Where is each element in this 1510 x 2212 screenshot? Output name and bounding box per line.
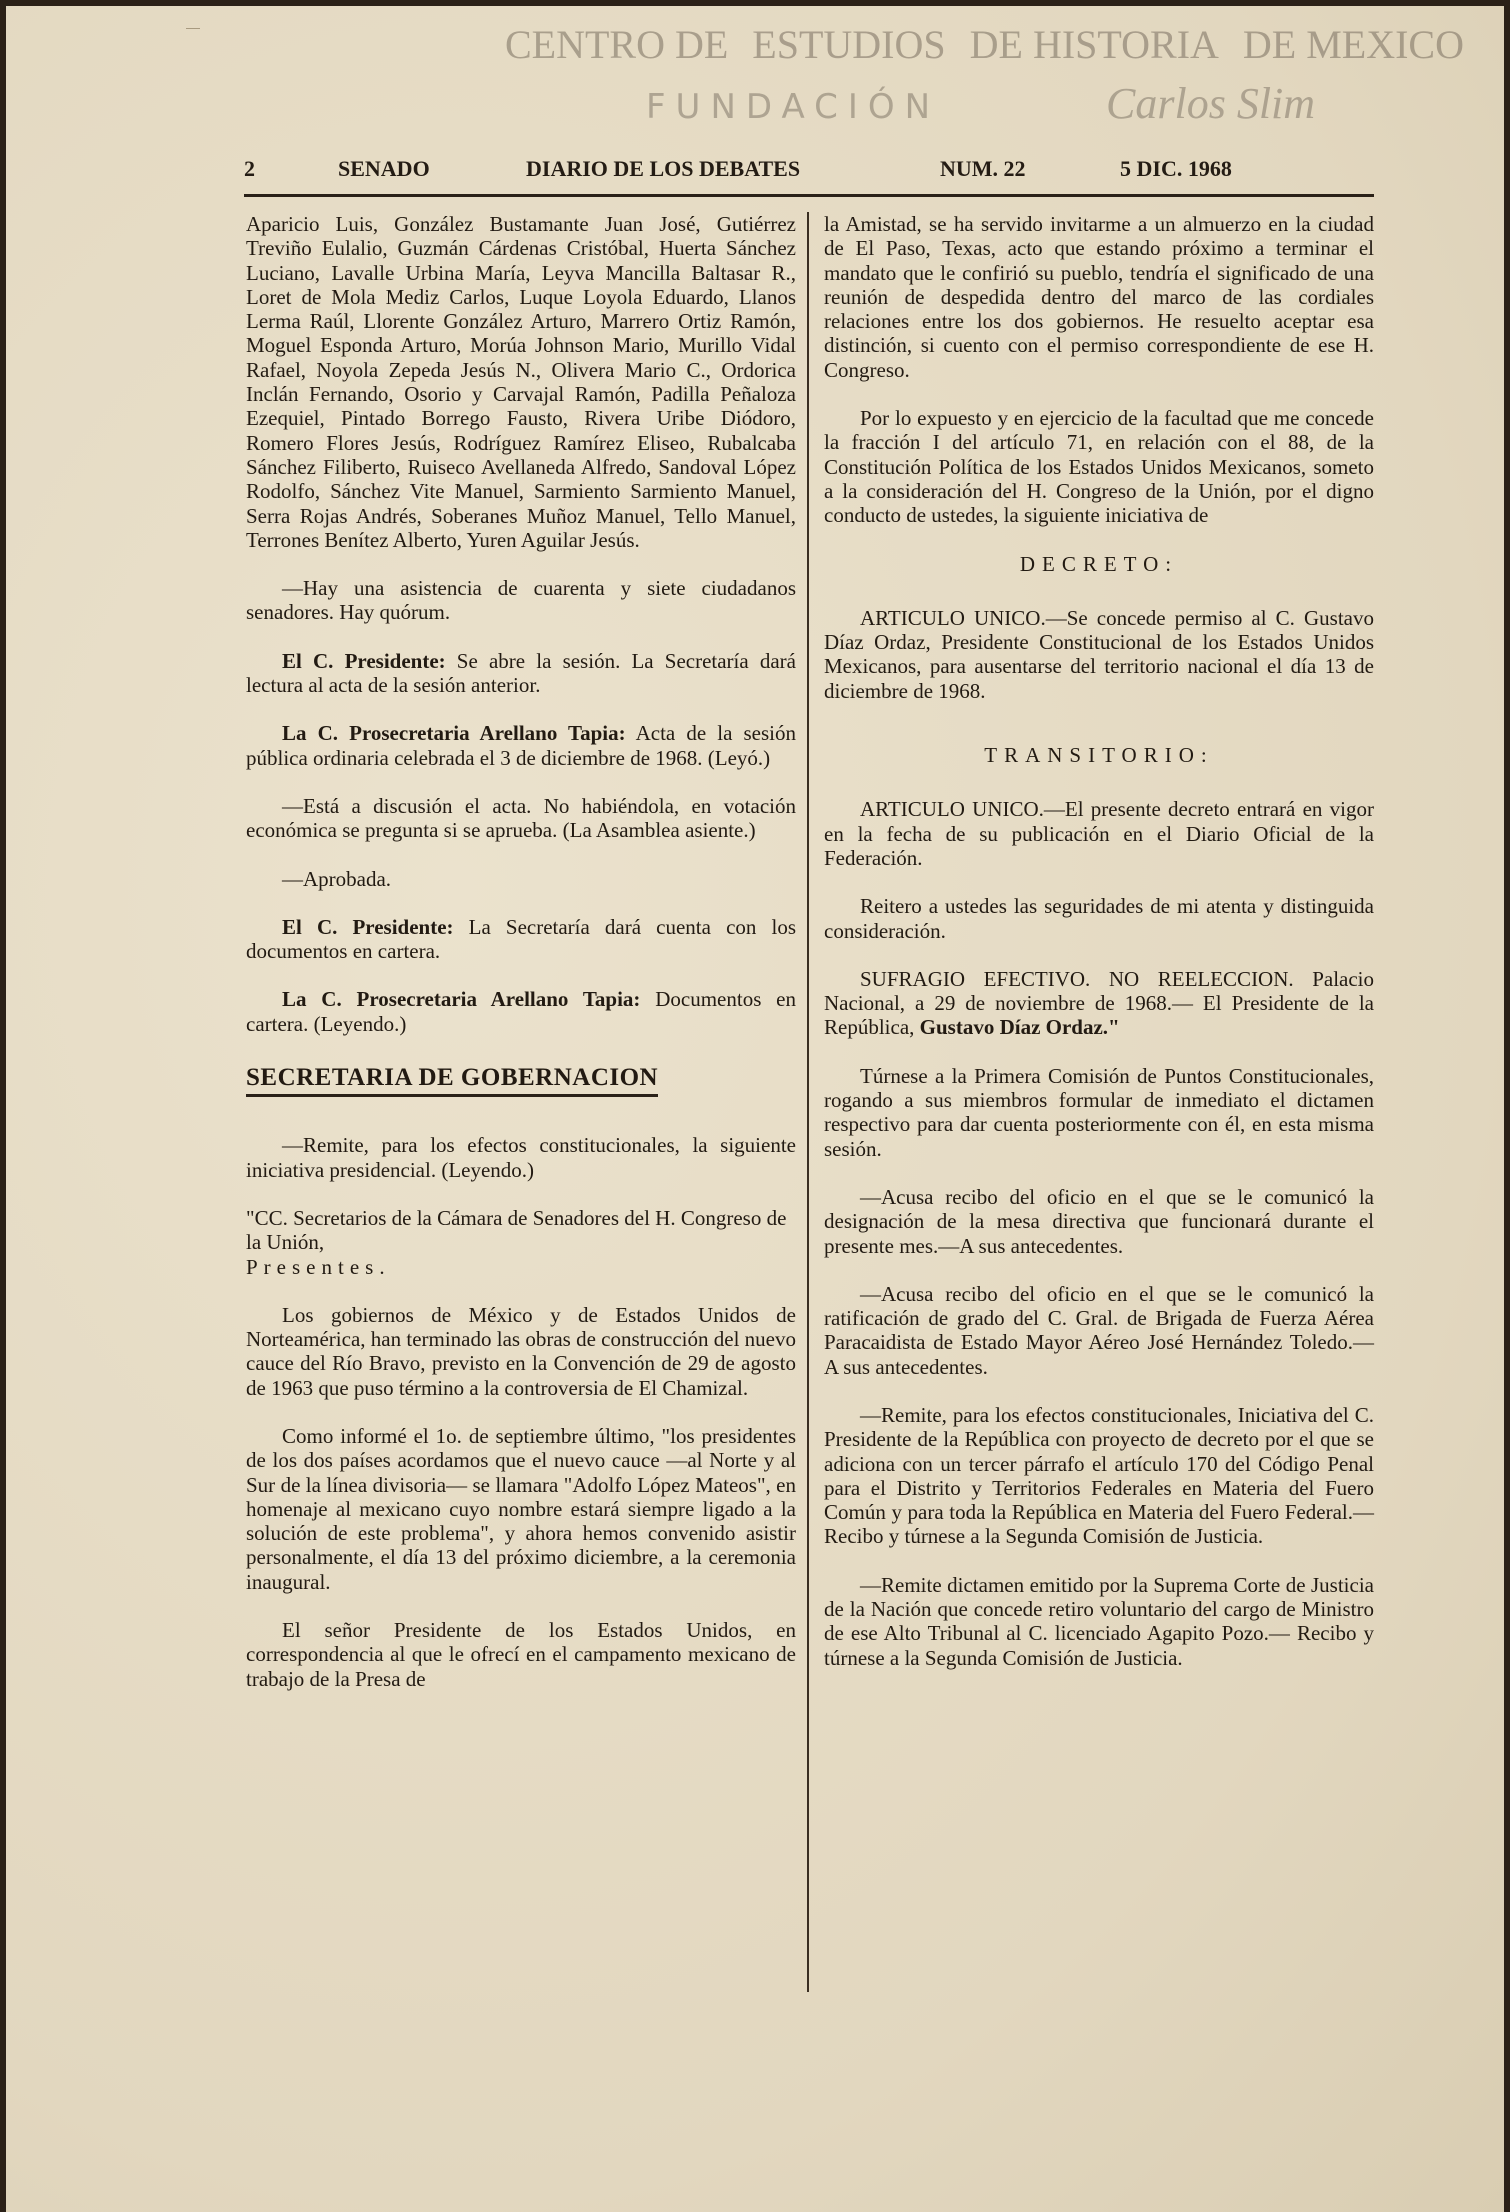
page-number: 2: [244, 156, 255, 181]
speech: Documentos en cartera. (Leyendo.): [246, 987, 796, 1036]
watermark-line: ESTUDIOS: [752, 22, 946, 67]
paragraph: —Remite, para los efectos constitucionales, la siguiente iniciativa presidencial. (Leyendo.): [246, 1133, 796, 1182]
watermark-line: DE HISTORIA: [969, 22, 1219, 67]
left-column: [246, 212, 796, 1715]
paragraph: ARTICULO UNICO.—El presente decreto entrará en vigor en la fecha de su publicación en el Diario Oficial de la Federación.: [824, 797, 1374, 870]
salutation-line: "CC. Secretarios de la Cámara de Senadores del H. Congreso de la Unión,: [246, 1205, 787, 1255]
column-divider: [807, 212, 809, 1992]
paragraph: —Remite dictamen emitido por la Suprema Corte de Justicia de la Nación que concede retiro voluntario del cargo de Ministro de ese Alto Tribunal al C. licenciado Agapito Pozo.— Recibo y túrnese a la Segunda Comisión de Justicia.: [824, 1572, 1374, 1670]
watermark-line: DE MEXICO: [1242, 22, 1464, 67]
paragraph: la Amistad, se ha servido invitarme a un almuerzo en la ciudad de El Paso, Texas, acto que estando próximo a terminar el mandato que le confirió su pueblo, tendría el significado de una reunión de despedida dentro del marco de las cordiales relaciones entre los dos gobiernos. He resuelto aceptar esa distinción, si cuento con el permiso correspondiente de ese H. Congreso.: [824, 212, 1374, 382]
letter-salutation: [246, 1206, 796, 1279]
page-header: [244, 156, 1374, 186]
chamber-name: SENADO: [338, 156, 430, 181]
paragraph: Los gobiernos de México y de Estados Unidos de Norteamérica, han terminado las obras de construcción del nuevo cauce del Río Bravo, previsto en la Convención de 29 de agosto de 1963 que puso término a la controversia de El Chamizal.: [246, 1302, 796, 1400]
decreto-heading: DECRETO:: [1019, 551, 1179, 576]
right-column: [824, 212, 1374, 1694]
closing: SUFRAGIO EFECTIVO. NO REELECCION. Palacio Nacional, a 29 de noviembre de 1968.— El Presidente de la República,: [824, 966, 1374, 1040]
speech: Acta de la sesión pública ordinaria celebrada el 3 de diciembre de 1968. (Leyó.): [246, 721, 796, 770]
senators-list: Aparicio Luis, González Bustamante Juan José, Gutiérrez Treviño Eulalio, Guzmán Cárdenas Cristóbal, Huerta Sánchez Luciano, Lavalle Urbina María, Leyva Mancilla Baltasar R., Loret de Mola Mediz Carlos, Luque Loyola Eduardo, Llanos Lerma Raúl, Llorente González Arturo, Marrero Ortiz Ramón, Moguel Esponda Arturo, Morúa Johnson Mario, Murillo Vidal Rafael, Noyola Zepeda Jesús N., Olivera Mario C., Ordorica Inclán Fernando, Osorio y Carvajal Ramón, Padilla Peñaloza Ezequiel, Pintado Borrego Fausto, Rivera Uribe Diódoro, Romero Flores Jesús, Rodríguez Ramírez Eliseo, Rubalcaba Sánchez Filiberto, Ruiseco Avellaneda Alfredo, Sandoval López Rodolfo, Sánchez Vite Manuel, Sarmiento Sarmiento Manuel, Serra Rojas Andrés, Soberanes Muñoz Manuel, Tello Manuel, Terrones Benítez Alberto, Yuren Aguilar Jesús.: [246, 212, 796, 552]
paragraph: Por lo expuesto y en ejercicio de la facultad que me concede la fracción I del artículo 71, en relación con el 88, de la Constitución Política de los Estados Unidos Mexicanos, someto a la consideración del H. Congreso de la Unión, por el digno conducto de ustedes, la siguiente iniciativa de: [824, 406, 1374, 528]
speech: La Secretaría dará cuenta con los documentos en cartera.: [246, 914, 796, 964]
scan-mark: [186, 28, 200, 29]
paragraph: —Acusa recibo del oficio en el que se le comunicó la ratificación de grado del C. Gral. de Brigada de Fuerza Aérea Paracaidista de Estado Mayor Aéreo José Hernández Toledo.— A sus antecedentes.: [824, 1281, 1374, 1379]
speaker: La C. Prosecretaria Arellano Tapia:: [282, 987, 641, 1012]
paragraph: ARTICULO UNICO.—Se concede permiso al C. Gustavo Díaz Ordaz, Presidente Constitucional de los Estados Unidos Mexicanos, para ausentarse del territorio nacional el día 13 de diciembre de 1968.: [824, 605, 1374, 703]
paragraph: [246, 915, 796, 964]
paragraph: —Aprobada.: [282, 866, 392, 891]
paragraph: [824, 967, 1374, 1040]
speech: Se abre la sesión. La Secretaría dará lectura al acta de la sesión anterior.: [246, 648, 796, 698]
publication-title: DIARIO DE LOS DEBATES: [526, 156, 801, 181]
paragraph: —Acusa recibo del oficio en el que se le comunicó la designación de la mesa directiva que funcionará durante el presente mes.—A sus antecedentes.: [824, 1184, 1374, 1258]
speaker: El C. Presidente:: [282, 914, 454, 939]
watermark-line: CENTRO DE: [504, 22, 729, 67]
watermark-signature: Carlos Slim: [1106, 79, 1316, 128]
paragraph: Túrnese a la Primera Comisión de Puntos Constitucionales, rogando a sus miembros formular de inmediato el dictamen respectivo para dar cuenta posteriormente con él, en esta misma sesión.: [824, 1063, 1374, 1161]
paragraph: El señor Presidente de los Estados Unidos, en correspondencia al que le ofrecí en el campamento mexicano de trabajo de la Presa de: [246, 1618, 796, 1691]
document-page: [6, 6, 1504, 2212]
paragraph: Reitero a ustedes las seguridades de mi atenta y distinguida consideración.: [824, 894, 1374, 943]
paragraph: —Hay una asistencia de cuarenta y siete ciudadanos senadores. Hay quórum.: [246, 576, 796, 625]
paragraph: —Remite, para los efectos constitucionales, Iniciativa del C. Presidente de la República con proyecto de decreto por el que se adiciona con un tercer párrafo el artículo 170 del Código Penal para el Distrito y Territorios Federales en Materia del Fuero Común y para toda la República en Materia del Fuero Federal.—Recibo y túrnese a la Segunda Comisión de Justicia.: [824, 1402, 1374, 1549]
signatory: Gustavo Díaz Ordaz.": [919, 1015, 1120, 1040]
header-rule: [244, 194, 1374, 197]
paragraph: Como informé el 1o. de septiembre último, "los presidentes de los dos países acordamos que el nuevo cauce —al Norte y al Sur de la línea divisoria— se llamara "Adolfo López Mateos", en homenaje al mexicano cuyo nombre estará siempre ligado a la solución de este problema", y ahora hemos convenido asistir personalmente, el día 13 del próximo diciembre, a la ceremonia inaugural.: [246, 1423, 796, 1594]
speaker: El C. Presidente:: [282, 648, 446, 673]
issue-date: 5 DIC. 1968: [1120, 156, 1232, 181]
transitorio-heading: TRANSITORIO:: [984, 743, 1214, 768]
paragraph: —Está a discusión el acta. No habiéndola, en votación económica se pregunta si se aprueba. (La Asamblea asiente.): [246, 793, 796, 843]
paragraph: [246, 987, 796, 1036]
salutation-presentes: Presentes.: [246, 1254, 391, 1279]
paragraph: [246, 649, 796, 698]
issue-number: NUM. 22: [940, 156, 1026, 181]
paragraph: [246, 721, 796, 770]
watermark-centro: [491, 20, 1464, 70]
section-heading: SECRETARIA DE GOBERNACION: [246, 1066, 658, 1097]
speaker: La C. Prosecretaria Arellano Tapia:: [282, 721, 626, 746]
watermark-fundacion: FUNDACIÓN: [646, 87, 941, 127]
